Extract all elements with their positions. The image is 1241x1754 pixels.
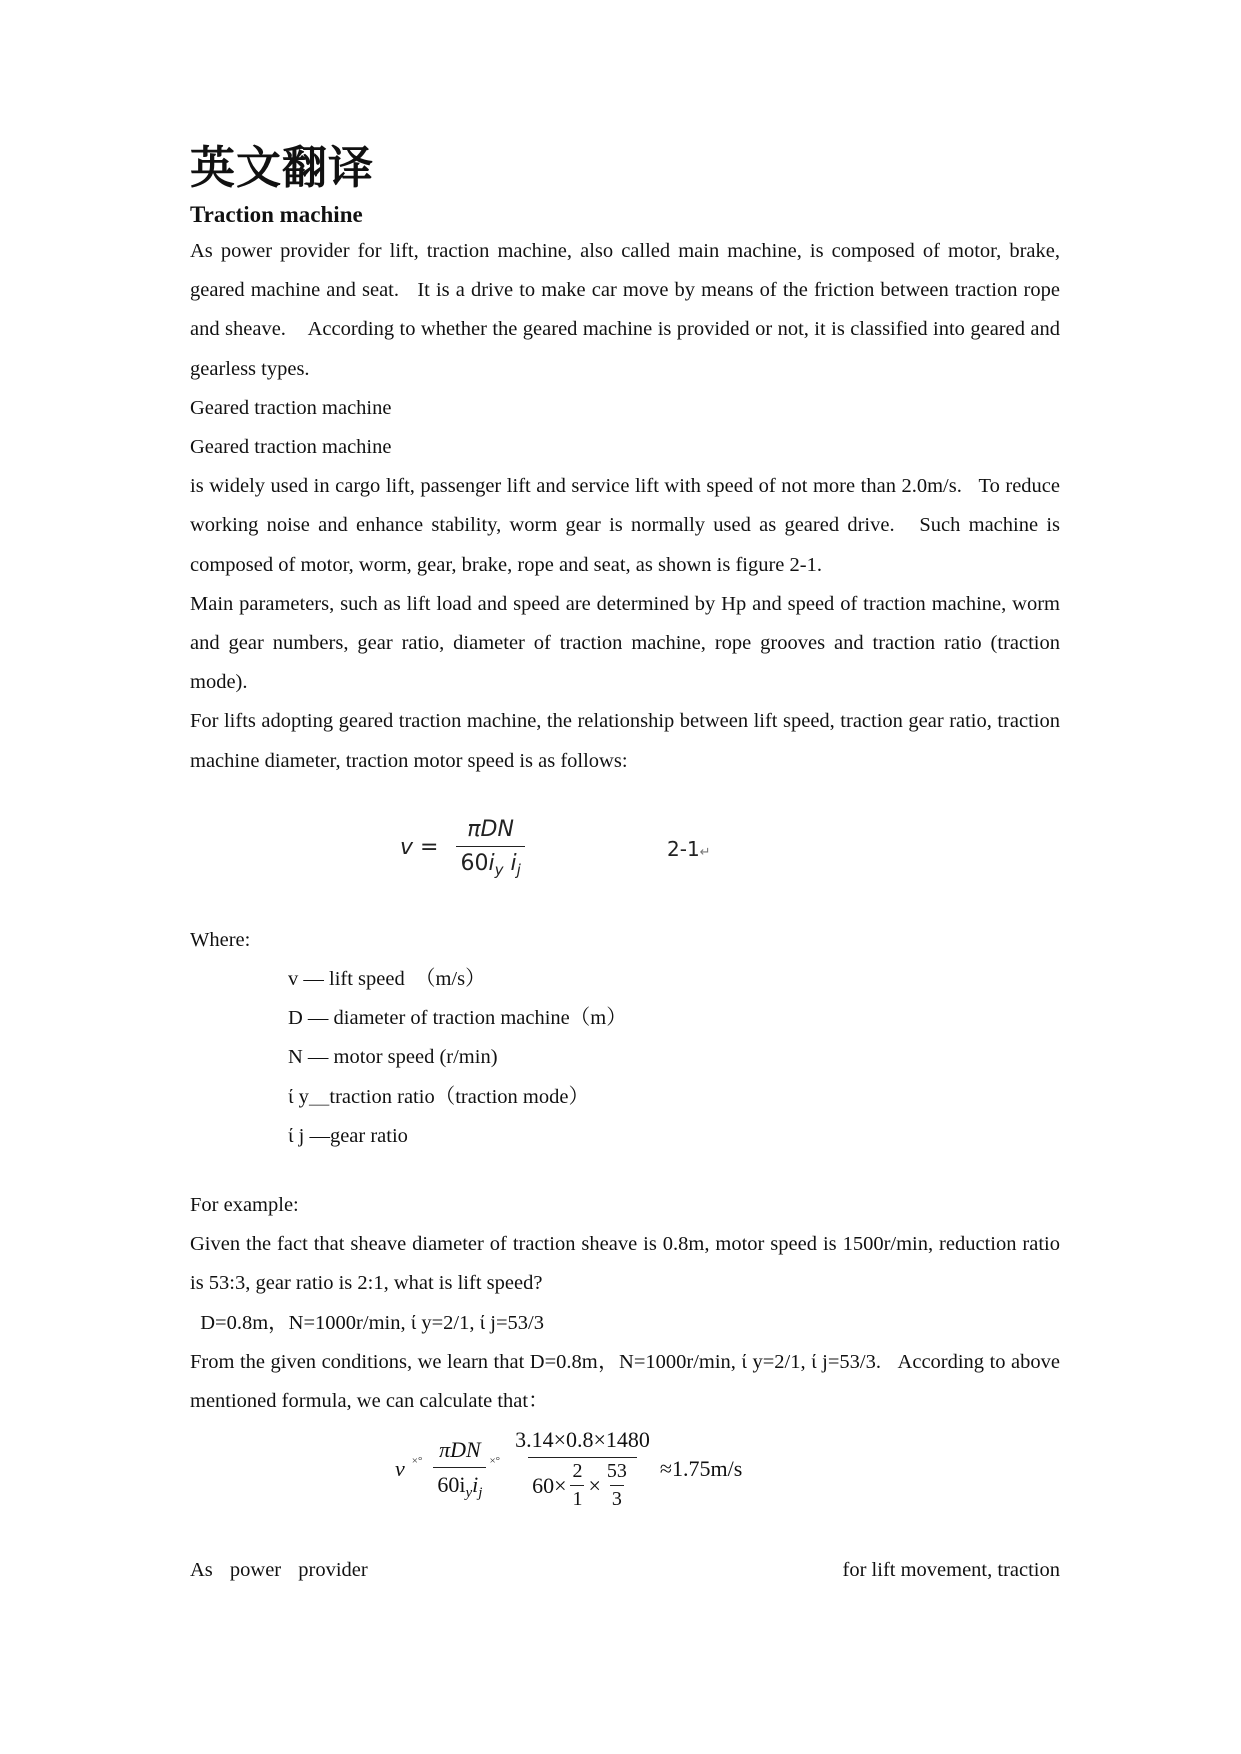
- formula-lhs: v =: [400, 835, 439, 861]
- example-given: D=0.8m，N=1000r/min, ί y=2/1, ί j=53/3: [190, 1311, 544, 1334]
- paragraph-geared-heading-1: Geared traction machine: [190, 396, 392, 419]
- definition-item: v — lift speed （m/s）: [288, 968, 486, 991]
- definition-item: N — motor speed (r/min): [288, 1046, 498, 1069]
- mini-b-den: 3: [610, 1485, 624, 1511]
- calc-denominator-1: [433, 1467, 486, 1502]
- mini-b-num: 53: [606, 1460, 627, 1483]
- calc-symbol-2: ×°: [489, 1455, 501, 1468]
- mini-a-num: 2: [572, 1460, 583, 1483]
- equation-number: [667, 837, 711, 861]
- document-page: [190, 138, 1060, 1590]
- formula-denominator: [456, 846, 524, 879]
- formula-calculation: [190, 1421, 1060, 1551]
- last-line-left: As power provider: [190, 1559, 368, 1582]
- paragraph-geared-heading-2: Geared traction machine: [190, 436, 392, 459]
- last-line: [190, 1551, 1060, 1590]
- calc-den-sub2: j: [478, 1484, 483, 1501]
- example-question: Given the fact that sheave diameter of traction sheave is 0.8m, motor speed is 1500r/min, reduction ratio is 53:3, gear ratio is 2:1, what is lift speed?: [190, 1233, 1060, 1295]
- mini-a-den: 1: [570, 1485, 584, 1511]
- paragraph-intro: As power provider for lift, traction machine, also called main machine, is composed of motor, brake, geared machine and seat. It is a drive to make car move by means of the friction between traction rope and sheave. According to whether the geared machine is provided or not, it is classified into geared and gearless types.: [190, 240, 1060, 380]
- definitions-list: [190, 960, 1060, 1156]
- calc-mini-fraction-a: [570, 1460, 584, 1511]
- paragraph-main-parameters: Main parameters, such as lift load and speed are determined by Hp and speed of traction machine, worm and gear numbers, gear ratio, diameter of traction machine, rope grooves and traction ratio (traction mode).: [190, 592, 1060, 694]
- definition-item: ί j —gear ratio: [288, 1124, 408, 1147]
- calc-times: ×: [588, 1472, 601, 1498]
- calc-mini-fraction-b: [605, 1460, 629, 1511]
- example-label: For example:: [190, 1194, 299, 1217]
- definition-item: D — diameter of traction machine（m）: [288, 1007, 627, 1030]
- example-calculation-intro: From the given conditions, we learn that D=0.8m，N=1000r/min, ί y=2/1, ί j=53/3. According to above mentioned formula, we can calculate that：: [190, 1350, 1060, 1413]
- calc-den-sub1: y: [465, 1484, 473, 1501]
- calc-numerator-1: πDN: [439, 1436, 481, 1462]
- calc-den2-prefix: 60×: [532, 1472, 567, 1498]
- page-title: 英文翻译: [190, 141, 375, 194]
- last-line-right: for lift movement, traction: [842, 1559, 1060, 1582]
- where-label: Where:: [190, 928, 251, 951]
- calc-symbol-1: ×°: [411, 1455, 423, 1468]
- calc-lhs: v: [395, 1456, 405, 1482]
- formula-den-i2: i: [510, 850, 517, 876]
- calc-numerator-2: 3.14×0.8×1480: [515, 1427, 650, 1453]
- formula-fraction: [456, 817, 524, 879]
- calc-result: ≈1.75m/s: [659, 1456, 743, 1482]
- formula-den-prefix: 60: [460, 850, 489, 876]
- formula-den-sub2: j: [516, 860, 521, 879]
- calc-fraction-2: [511, 1427, 654, 1511]
- return-mark-icon: ↵: [699, 844, 711, 860]
- calc-den-prefix: 60i: [437, 1471, 466, 1497]
- formula-den-i1: i: [488, 850, 495, 876]
- section-title: Traction machine: [190, 202, 363, 227]
- definition-item: ί y＿traction ratio（traction mode）: [288, 1085, 589, 1108]
- calc-denominator-2: [528, 1457, 637, 1511]
- formula-lift-speed: [190, 781, 1060, 921]
- paragraph-geared-usage: is widely used in cargo lift, passenger lift and service lift with speed of not more than 2.0m/s. To reduce working noise and enhance stability, worm gear is normally used as geared drive. Such machine is composed of motor, worm, gear, brake, rope and seat, as shown is figure 2-1.: [190, 475, 1060, 576]
- formula-numerator: πDN: [467, 816, 514, 842]
- formula-den-sub1: y: [494, 860, 504, 879]
- paragraph-relationship: For lifts adopting geared traction machine, the relationship between lift speed, traction gear ratio, traction machine diameter, traction motor speed is as follows:: [190, 710, 1060, 772]
- equation-number-text: 2-1: [667, 836, 700, 861]
- calc-den-i2: i: [472, 1471, 479, 1497]
- calc-fraction-1: [433, 1437, 486, 1502]
